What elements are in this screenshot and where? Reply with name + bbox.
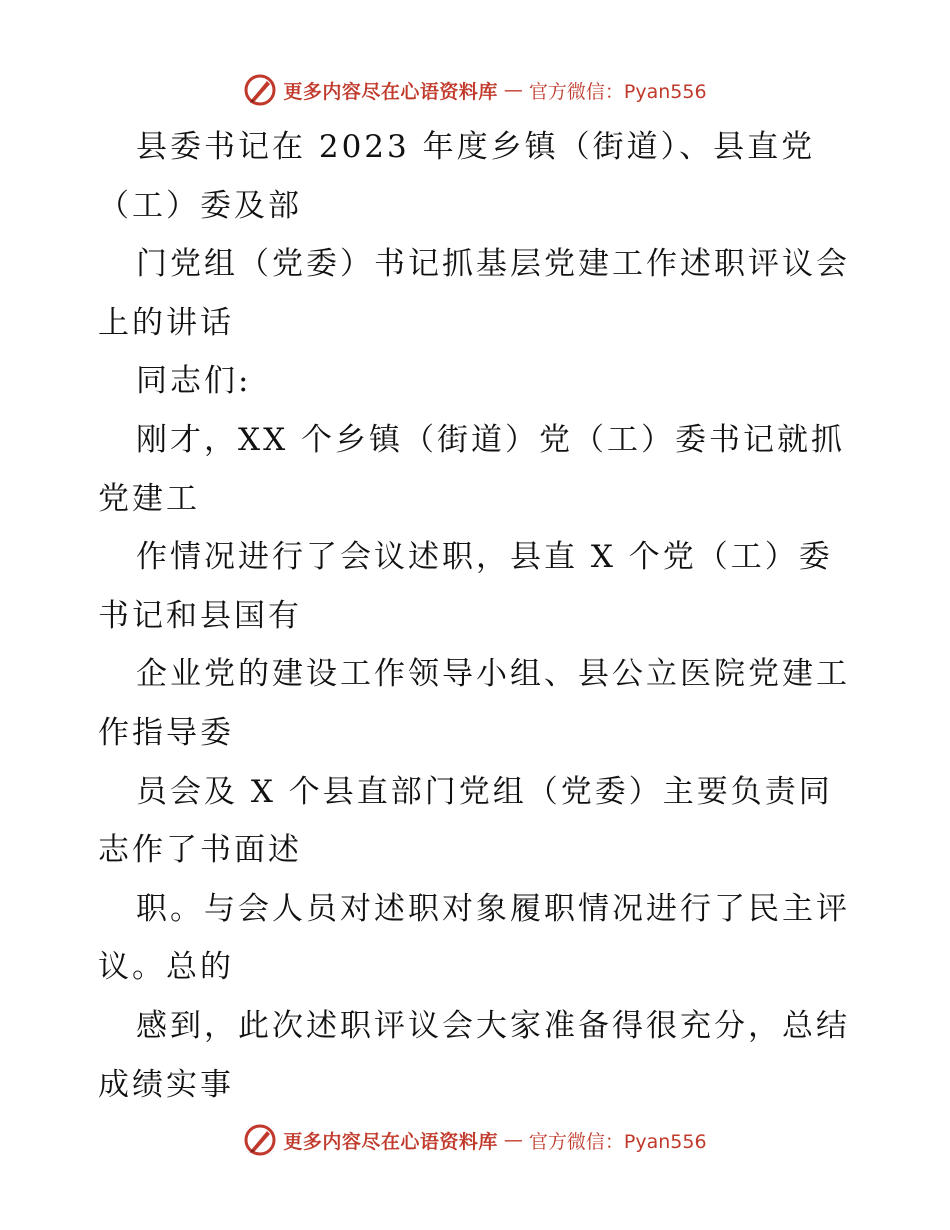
quill-logo-icon — [243, 73, 277, 107]
document-line: 同志们: — [136, 363, 252, 400]
header-banner — [0, 70, 950, 110]
document-line: 志作了书面述 — [98, 832, 302, 869]
document-line: 作情况进行了会议述职，县直 X 个党（工）委 — [136, 539, 833, 576]
document-line: 刚才，XX 个乡镇（街道）党（工）委书记就抓 — [136, 421, 845, 458]
document-line: 门党组（党委）书记抓基层党建工作述职评议会 — [136, 246, 850, 283]
quill-logo-icon — [243, 1123, 277, 1157]
banner-wechat-text: 官方微信：Pyan556 — [528, 80, 707, 103]
document-line: （工）委及部 — [98, 187, 302, 224]
document-line: 县委书记在 2023 年度乡镇（街道）、县直党 — [136, 129, 816, 165]
document-line: 成绩实事 — [98, 1066, 234, 1103]
document-line: 上的讲话 — [98, 304, 234, 341]
document-line: 企业党的建设工作领导小组、县公立医院党建工 — [136, 656, 850, 693]
banner-main-text: 更多内容尽在心语资料库 — [283, 80, 498, 103]
document-body — [98, 118, 858, 1114]
banner-wechat-text: 官方微信：Pyan556 — [528, 1130, 707, 1153]
document-line: 党建工 — [98, 480, 200, 517]
document-line: 作指导委 — [98, 714, 234, 751]
document-line: 员会及 X 个县直部门党组（党委）主要负责同 — [136, 773, 833, 810]
document-line: 感到，此次述职评议会大家准备得很充分，总结 — [136, 1007, 850, 1044]
banner-separator: — — [503, 79, 523, 101]
footer-banner — [0, 1120, 950, 1160]
banner-separator: — — [503, 1129, 523, 1151]
document-line: 议。总的 — [98, 949, 234, 986]
banner-main-text: 更多内容尽在心语资料库 — [283, 1130, 498, 1153]
document-line: 职。与会人员对述职对象履职情况进行了民主评 — [136, 890, 850, 927]
document-line: 书记和县国有 — [98, 597, 302, 634]
